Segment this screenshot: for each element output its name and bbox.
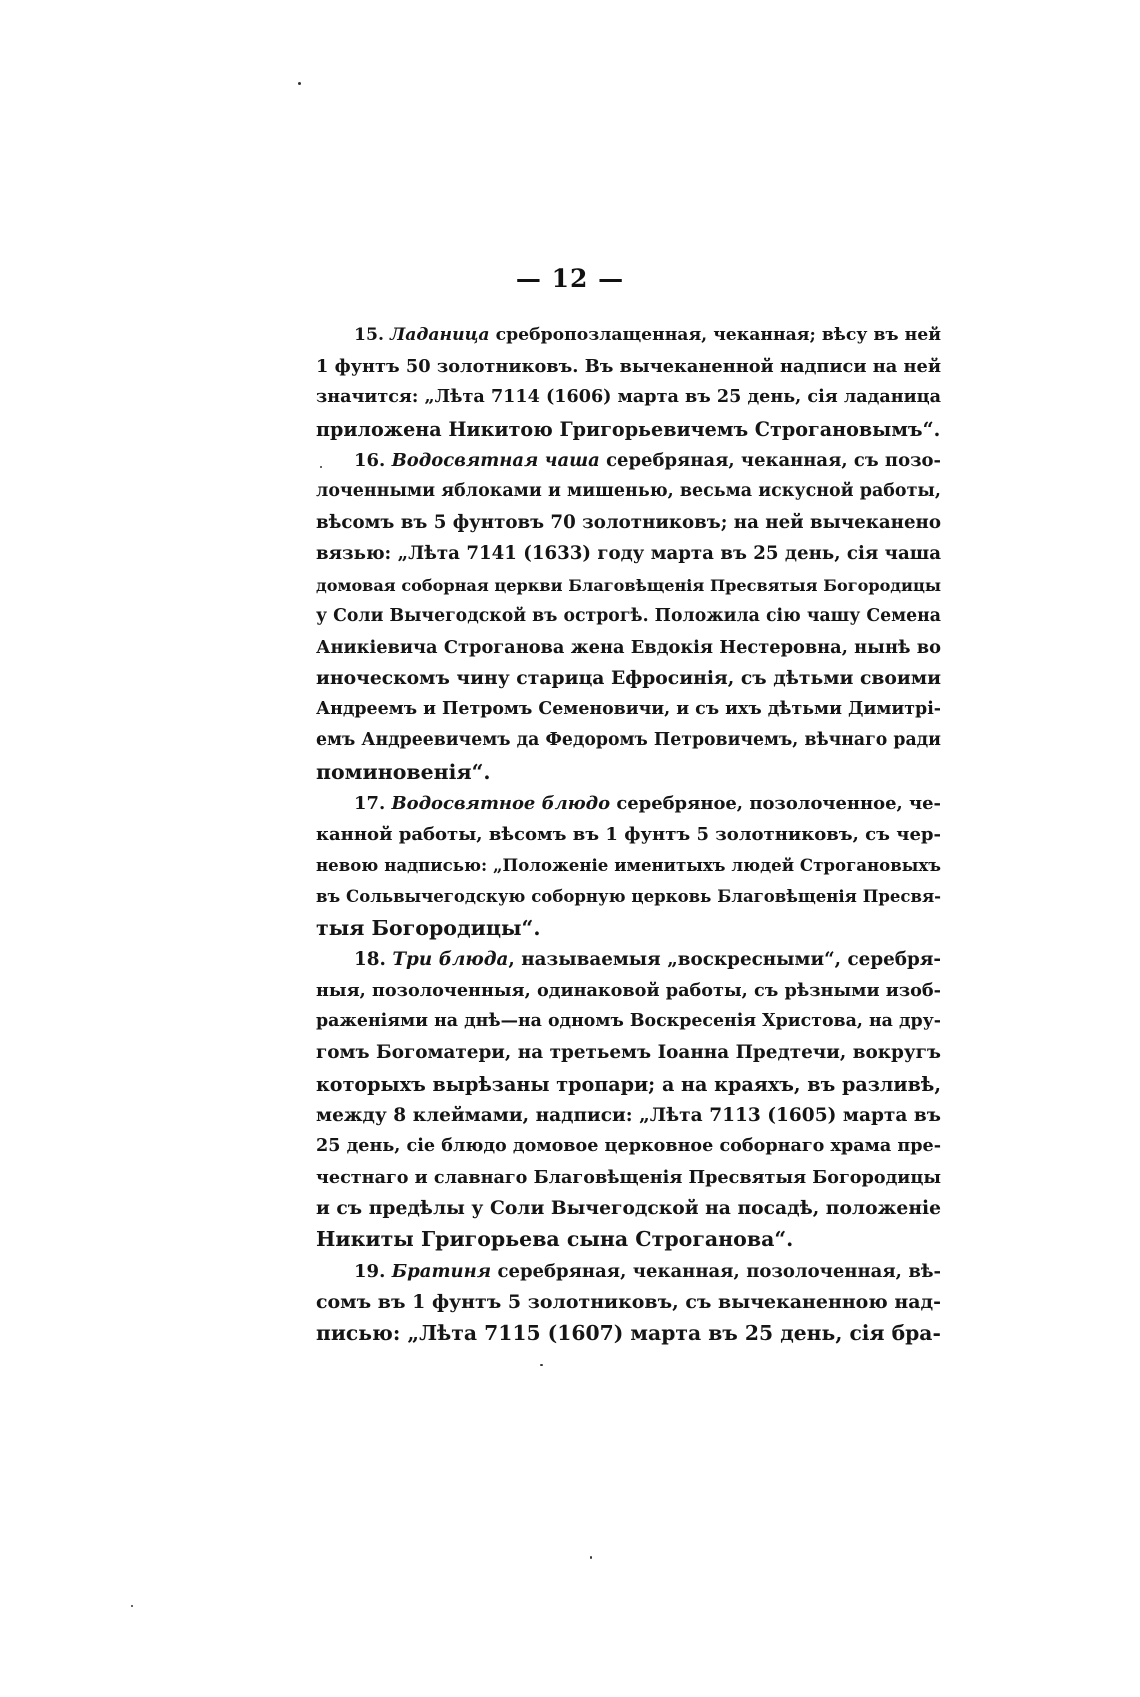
text-segment: домовая соборная церкви Благовѣщенія Пресвятыя Богородицы	[316, 575, 941, 595]
paragraph-line	[316, 570, 941, 601]
item-name: Ладаница	[390, 325, 490, 345]
text-segment: иноческомъ чину старица Ефросинія, съ дѣтьми своими	[316, 667, 941, 690]
text-segment: , называемыя „воскресными“, серебря-	[508, 948, 941, 970]
text-segment: въ Сольвычегодскую соборную церковь Благовѣщенія Пресвя-	[316, 886, 941, 907]
paragraph-line	[316, 1318, 941, 1349]
paragraph-line	[316, 632, 941, 663]
paragraph-line	[316, 913, 941, 944]
scan-speck	[540, 1364, 543, 1366]
paragraph-line	[316, 850, 941, 881]
text-segment: канной работы, вѣсомъ въ 1 фунтъ 5 золотниковъ, съ чер-	[316, 824, 941, 845]
text-segment: 18.	[354, 948, 393, 970]
paragraph-line	[316, 725, 941, 756]
item-name: Водосвятная чаша	[391, 449, 600, 471]
text-segment: и съ предѣлы у Соли Вычегодской на посадѣ, положеніе	[316, 1197, 941, 1220]
text-segment: сребропозлащенная, чеканная; вѣсу въ ней	[489, 325, 941, 345]
paragraph-line	[316, 694, 941, 725]
scan-speck	[131, 1605, 133, 1607]
text-segment: вѣсомъ въ 5 фунтовъ 70 золотниковъ; на ней вычеканено	[316, 512, 941, 534]
text-segment: серебряное, позолоченное, че-	[610, 792, 941, 814]
paragraph-line	[316, 1069, 941, 1100]
text-segment: Андреемъ и Петромъ Семеновичи, и съ ихъ дѣтьми Димитрі-	[316, 699, 941, 720]
text-segment: невою надписью: „Положеніе именитыхъ людей Строгановыхъ	[316, 855, 941, 876]
item-name: Братиня	[391, 1260, 492, 1282]
text-segment: сомъ въ 1 фунтъ 5 золотниковъ, съ вычеканенною над-	[316, 1290, 941, 1313]
text-segment: 25 день, сіе блюдо домовое церковное соборнаго храма пре-	[316, 1135, 941, 1156]
page-number: — 12 —	[515, 264, 625, 293]
text-segment: вязью: „Лѣта 7141 (1633) году марта въ 25 день, сія чаша	[316, 543, 941, 565]
paragraph-line	[316, 1131, 941, 1162]
paragraph-line	[316, 538, 941, 569]
text-segment: раженіями на днѣ—на одномъ Воскресенія Христова, на дру-	[316, 1011, 941, 1032]
paragraph-line	[316, 382, 941, 413]
paragraph-line	[316, 1162, 941, 1193]
text-segment: 16.	[354, 449, 392, 471]
text-segment: 17.	[354, 792, 392, 814]
paragraph-line	[316, 975, 941, 1006]
body-text	[316, 320, 941, 1349]
paragraph-line	[316, 1006, 941, 1037]
text-segment: поминовенія“.	[316, 759, 491, 784]
text-segment: значится: „Лѣта 7114 (1606) марта въ 25 день, сія ладаница	[316, 387, 941, 408]
text-segment: серебряная, чеканная, съ позо-	[599, 449, 941, 471]
text-segment: писью: „Лѣта 7115 (1607) марта въ 25 день, сія бра-	[316, 1321, 941, 1345]
paragraph-line	[316, 663, 941, 694]
paragraph-line	[316, 819, 941, 850]
item-name: Водосвятное блюдо	[391, 792, 611, 814]
paragraph-line	[316, 601, 941, 632]
paragraph-first-line	[316, 320, 941, 351]
scan-speck	[298, 82, 301, 85]
text-segment: тыя Богородицы“.	[316, 915, 541, 940]
paragraph-first-line	[316, 445, 941, 476]
paragraph-line	[316, 881, 941, 912]
paragraph-line	[316, 757, 941, 788]
paragraph-line	[316, 1100, 941, 1131]
text-segment: емъ Андреевичемъ да Федоромъ Петровичемъ, вѣчнаго ради	[316, 730, 941, 751]
scan-speck	[320, 466, 322, 468]
text-segment: которыхъ вырѣзаны тропари; а на краяхъ, въ разливѣ,	[316, 1072, 941, 1096]
paragraph-first-line	[316, 788, 941, 819]
paragraph-line	[316, 414, 941, 445]
paragraph-line	[316, 1193, 941, 1224]
text-segment: ныя, позолоченныя, одинаковой работы, съ рѣзными изоб-	[316, 979, 941, 1001]
paragraph-line	[316, 351, 941, 382]
text-segment: 19.	[354, 1260, 392, 1282]
paragraph-first-line	[316, 944, 941, 975]
text-segment: Никиты Григорьева сына Строганова“.	[316, 1227, 794, 1252]
text-segment: 1 фунтъ 50 золотниковъ. Въ вычеканенной надписи на ней	[316, 356, 941, 378]
text-segment: приложена Никитою Григорьевичемъ Строгановымъ“.	[316, 417, 941, 441]
paragraph-line	[316, 1224, 941, 1255]
paragraph-line	[316, 507, 941, 538]
text-segment: 15.	[354, 325, 391, 345]
text-segment: Аникіевича Строганова жена Евдокія Нестеровна, нынѣ во	[316, 636, 941, 658]
text-segment: лоченными яблоками и мишенью, весьма искусной работы,	[316, 480, 941, 501]
paragraph-first-line	[316, 1256, 941, 1287]
text-segment: гомъ Богоматери, на третьемъ Іоанна Предтечи, вокругъ	[316, 1042, 941, 1064]
paragraph-line	[316, 1037, 941, 1068]
paragraph-line	[316, 476, 941, 507]
text-segment: между 8 клеймами, надписи: „Лѣта 7113 (1605) марта въ	[316, 1104, 941, 1126]
text-segment: серебряная, чеканная, позолоченная, вѣ-	[491, 1260, 941, 1282]
text-segment: честнаго и славнаго Благовѣщенія Пресвятыя Богородицы	[316, 1167, 941, 1189]
scan-speck	[590, 1556, 592, 1559]
text-segment: у Соли Вычегодской въ острогѣ. Положила сію чашу Семена	[316, 605, 941, 626]
item-name: Три блюда	[392, 948, 509, 970]
paragraph-line	[316, 1287, 941, 1318]
